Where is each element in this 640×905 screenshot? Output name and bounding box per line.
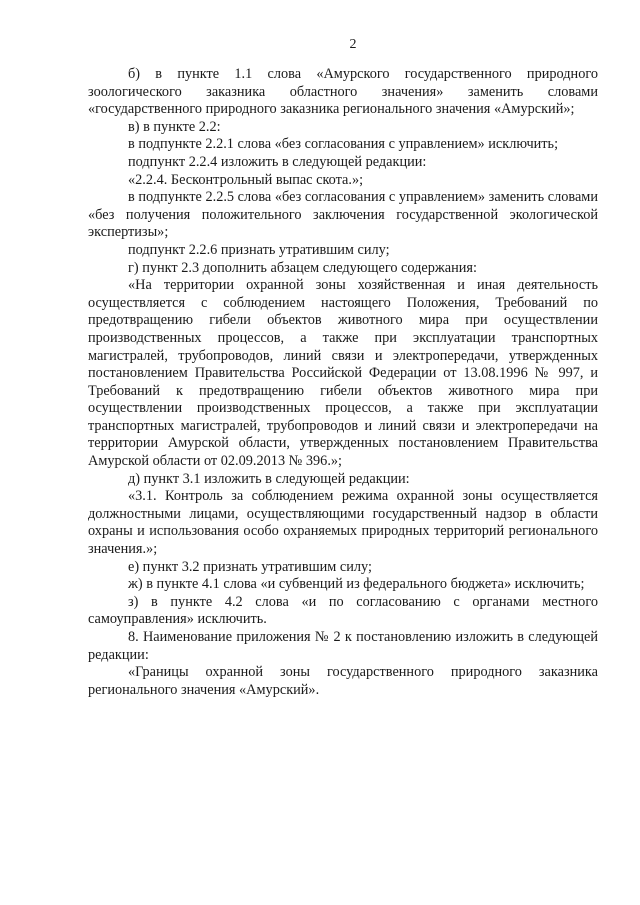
paragraph-12: е) пункт 3.2 признать утратившим силу; <box>128 558 372 575</box>
document-body <box>88 66 598 699</box>
page-number: 2 <box>349 37 357 52</box>
paragraph-5: «2.2.4. Бесконтрольный выпас скота.»; <box>128 171 364 188</box>
paragraph-3: в подпункте 2.2.1 слова «без согласования с управлением» исключить; <box>128 136 559 153</box>
paragraph-16: «Границы охранной зоны государственного природного заказника регионального значения «Амурский». <box>88 664 598 698</box>
paragraph-11: «3.1. Контроль за соблюдением режима охранной зоны осуществляется должностными лицами, осуществляющими государственный надзор в области охраны и использования особо охраняемых природных территорий регионального значения.»; <box>88 488 598 558</box>
paragraph-9: «На территории охранной зоны хозяйственная и иная деятельность осуществляется с соблюдением настоящего Положения, Требований по предотвращению гибели объектов животного мира при осуществлении производственных процессов, а также при эксплуатации транспортных магистралей, трубопроводов, линий связи и электропередачи, утвержденных постановлением Правительства Российской Федерации от 13.08.1996 № 997, и Требований к предотвращению гибели объектов животного мира при осуществлении производственных процессов, а также при эксплуатации транспортных магистралей, трубопроводов и линий связи и электропередачи на территории Амурской области, утвержденных постановлением Правительства Амурской области от 02.09.2013 № 396.»; <box>88 277 598 470</box>
paragraph-2: в) в пункте 2.2: <box>128 118 221 135</box>
paragraph-4: подпункт 2.2.4 изложить в следующей редакции: <box>128 153 427 170</box>
paragraph-7: подпункт 2.2.6 признать утратившим силу; <box>128 241 390 258</box>
paragraph-10: д) пункт 3.1 изложить в следующей редакции: <box>128 470 410 487</box>
paragraph-8: г) пункт 2.3 дополнить абзацем следующего содержания: <box>128 259 477 276</box>
paragraph-14: з) в пункте 4.2 слова «и по согласованию с органами местного самоуправления» исключить. <box>88 593 598 628</box>
paragraph-1: б) в пункте 1.1 слова «Амурского государственного природного зоологического заказника областного значения» заменить словами «государственного природного заказника регионального значения «Амурский»; <box>88 66 598 118</box>
paragraph-6: в подпункте 2.2.5 слова «без согласования с управлением» заменить словами «без получения положительного заключения государственной экологической экспертизы»; <box>88 189 598 241</box>
paragraph-13: ж) в пункте 4.1 слова «и субвенций из федерального бюджета» исключить; <box>128 576 585 593</box>
paragraph-15: 8. Наименование приложения № 2 к постановлению изложить в следующей редакции: <box>88 629 598 663</box>
